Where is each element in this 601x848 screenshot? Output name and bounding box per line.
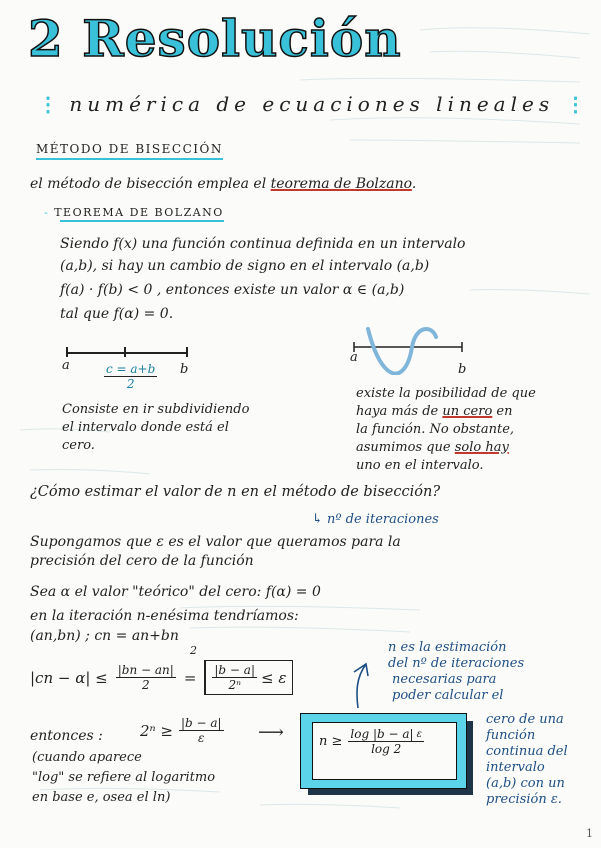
left-c-denominator: 2 [126, 377, 135, 391]
subtitle-marker-left: ⋮ [38, 92, 58, 116]
page-subtitle [38, 92, 585, 116]
footnote-line-1: (cuando aparece [32, 750, 142, 765]
right-caption-2-underlined: un cero [442, 404, 493, 419]
bolzano-label: TEOREMA DE BOLZANO [54, 206, 224, 219]
inequality-f2-den: 2ⁿ [228, 678, 241, 692]
inequality-f1-num: |bn − an| [117, 663, 174, 677]
side-note-line-7: continua del [486, 744, 568, 759]
bolzano-line-3: f(a) · f(b) < 0 , entonces existe un valor α ∈ (a,b) [60, 282, 405, 298]
result-box-denominator: log 2 [371, 742, 402, 756]
side-note-line-1: n es la estimación [388, 640, 507, 655]
right-caption-3: la función. No obstante, [356, 422, 515, 437]
result-f-num: |b − a| [180, 716, 222, 730]
question-note [312, 512, 439, 527]
result-arrow: ⟶ [258, 722, 284, 743]
intro-prefix: el método de bisección emplea el [30, 176, 271, 192]
body-p4 [30, 628, 197, 657]
left-caption-2: el intervalo donde está el [62, 420, 229, 435]
inequality-eq: = [183, 668, 197, 687]
result-box-num-eps: ε [416, 728, 422, 740]
bolzano-underline [60, 220, 224, 222]
bolzano-subheading [44, 206, 224, 222]
bolzano-dash: - [44, 206, 50, 219]
right-b-label: b [458, 362, 467, 377]
intro-bolzano-link: teorema de Bolzano [270, 176, 412, 192]
section-heading-text: MÉTODO DE BISECCIÓN [36, 142, 223, 156]
left-caption-3: cero. [62, 438, 95, 453]
right-a-label: a [350, 350, 358, 365]
right-caption-2-prefix: haya más de [356, 404, 443, 419]
subtitle-text: numérica de ecuaciones lineales [69, 92, 555, 116]
inequality-f2-num: |b − a| [214, 663, 255, 677]
bolzano-line-4: tal que f(α) = 0. [60, 306, 174, 322]
left-tick-c [124, 347, 126, 357]
subtitle-marker-right: ⋮ [565, 92, 586, 116]
inequality-tail: ≤ ε [261, 668, 287, 687]
right-caption-2-suffix: en [492, 404, 513, 419]
left-b-label: b [180, 362, 189, 377]
inequality-line [30, 660, 293, 695]
result-box-num-text: log |b − a| [350, 727, 414, 741]
side-note-line-5: cero de una [486, 712, 564, 727]
right-caption-4 [356, 440, 509, 455]
right-caption-4-prefix: asumimos que [356, 440, 455, 455]
side-note-line-3: necesarias para [392, 672, 497, 687]
result-lhs: 2ⁿ ≥ [140, 721, 173, 740]
body-p1-line-2: precisión del cero de la función [30, 553, 254, 569]
side-note-line-9: (a,b) con un [486, 776, 565, 791]
side-note-line-10: precisión ε. [486, 792, 562, 807]
footnote-line-3: en base e, osea el ln) [32, 790, 171, 805]
left-c-formula [104, 362, 157, 391]
side-note-line-8: intervalo [486, 760, 545, 775]
right-multiple-zeros-figure [350, 325, 470, 375]
right-caption-2 [356, 404, 513, 419]
intro-line [30, 176, 416, 192]
side-note-line-4: poder calcular el [392, 688, 504, 703]
side-note-arrow-icon [350, 662, 372, 712]
left-a-label: a [62, 358, 70, 373]
body-p3: en la iteración n-enésima tendríamos: [30, 608, 299, 624]
right-caption-1: existe la posibilidad de que [356, 386, 536, 401]
left-interval-axis [66, 352, 188, 354]
intro-suffix: . [411, 176, 417, 192]
body-p1-line-1: Supongamos que ε es el valor que queramos para la [30, 534, 401, 550]
side-note-line-2: del nº de iteraciones [388, 656, 525, 671]
result-box [312, 722, 457, 780]
question-note-arrow: ↳ [312, 512, 323, 527]
question-note-text: nº de iteraciones [327, 512, 439, 527]
question-text: ¿Cómo estimar el valor de n en el método de bisección? [30, 484, 441, 500]
body-p4-denominator: 2 [190, 644, 197, 657]
result-entonces: entonces : [30, 728, 103, 744]
bolzano-line-2: (a,b), si hay un cambio de signo en el intervalo (a,b) [60, 258, 430, 274]
right-caption-4-underlined: solo hay [454, 440, 509, 455]
result-box-numerator [348, 727, 424, 742]
bolzano-line-1: Siendo f(x) una función continua definida en un intervalo [60, 236, 466, 252]
section-heading [36, 142, 223, 160]
body-p2: Sea α el valor "teórico" del cero: f(α) = 0 [30, 584, 321, 600]
function-curve [368, 329, 436, 374]
inequality-boxed [204, 660, 293, 695]
right-caption-5: uno en el intervalo. [356, 458, 484, 473]
result-box-n: n ≥ [319, 734, 343, 749]
left-tick-b [186, 347, 188, 357]
side-note-line-6: función [486, 728, 536, 743]
body-p4-text: (an,bn) ; cn = an+bn [30, 628, 179, 644]
left-tick-a [66, 347, 68, 357]
result-f-den: ε [198, 731, 205, 745]
page-number: 1 [586, 827, 593, 840]
left-c-numerator: c = a+b [106, 362, 156, 376]
left-caption-1: Consiste en ir subdividiendo [62, 402, 250, 417]
result-inequality [140, 716, 224, 745]
section-heading-underline [36, 158, 223, 160]
inequality-f1-den: 2 [141, 678, 150, 692]
footnote-line-2: "log" se refiere al logaritmo [32, 770, 216, 785]
page-title: 2 Resolución [28, 9, 402, 68]
result-box-content [313, 723, 456, 760]
inequality-lhs: |cn − α| ≤ [30, 668, 108, 687]
